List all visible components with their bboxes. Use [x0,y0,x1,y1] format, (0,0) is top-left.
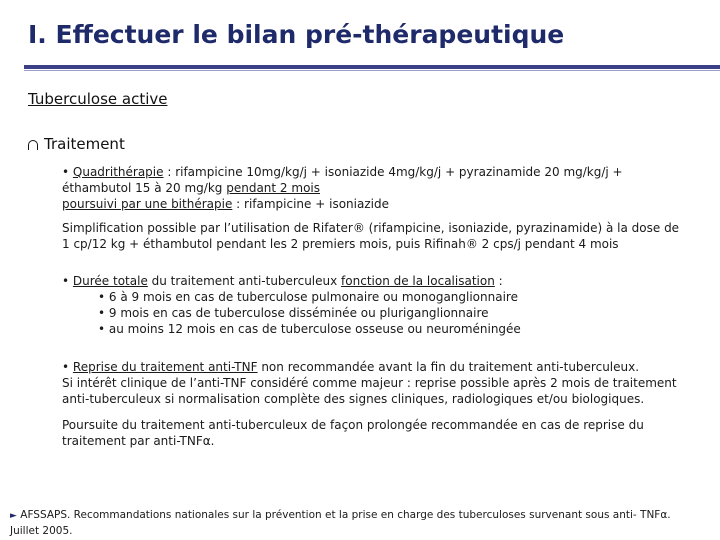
reference-note [10,508,710,539]
total-duration-label: Durée totale [72,274,148,288]
continuation-line: traitement par anti-TNFα. [62,434,215,448]
anti-tnf-line: anti-tuberculeux si normalisation complète des signes cliniques, radiologiques et/ou biologiques. [62,392,645,406]
duration-text: du traitement anti-tuberculeux [147,274,342,288]
quadritherapy-paragraph [62,164,702,212]
duration-text: pendant 2 mois [226,181,321,195]
title-divider-thin [24,70,720,71]
anti-tnf-label: Reprise du traitement anti-TNF [72,360,258,374]
list-item: • 6 à 9 mois en cas de tuberculose pulmonaire ou monoganglionnaire [98,290,518,304]
anti-tnf-line: Si intérêt clinique de l’anti-TNF considéré comme majeur : reprise possible après 2 mois de traitement [62,376,677,390]
section-heading: Tuberculose active [28,90,168,108]
bullet: • [62,274,70,288]
simplification-line: Simplification possible par l’utilisation de Rifater® (rifampicine, isoniazide, pyrazinamide) à la dose de [62,221,680,235]
list-item: • au moins 12 mois en cas de tuberculose osseuse ou neuroméningée [98,322,521,336]
hollow-bullet-icon [28,140,38,150]
treatment-heading-label: Traitement [44,135,125,153]
quadritherapy-label: Quadrithérapie [72,165,164,179]
list-item: • 9 mois en cas de tuberculose disséminée ou pluriganglionnaire [98,306,489,320]
continuation-paragraph [62,417,702,449]
colon: : [494,274,503,288]
bullet: • [62,360,70,374]
simplification-line: 1 cp/12 kg + éthambutol pendant les 2 premiers mois, puis Rifinah® 2 cps/j pendant 4 mois [62,237,619,251]
anti-tnf-text: non recommandée avant la fin du traitement anti-tuberculeux. [257,360,640,374]
bitherapy-label: poursuivi par une bithérapie [62,197,233,211]
bitherapy-text: : rifampicine + isoniazide [232,197,389,211]
page-title: I. Effectuer le bilan pré-thérapeutique [28,20,565,49]
treatment-heading [28,135,125,153]
simplification-paragraph [62,220,702,252]
ethambutol-text: éthambutol 15 à 20 mg/kg [62,181,227,195]
reference-line: AFSSAPS. Recommandations nationales sur la prévention et la prise en charge des tuberculoses survenant sous anti- TNFα. [16,509,671,521]
triangle-pointer-icon: ► [10,511,17,521]
bullet: • [62,165,70,179]
anti-tnf-paragraph [62,359,702,407]
localisation-label: fonction de la localisation [341,274,495,288]
reference-date: Juillet 2005. [10,525,73,537]
duration-paragraph [62,273,702,337]
quadritherapy-text: : rifampicine 10mg/kg/j + isoniazide 4mg/kg/j + pyrazinamide 20 mg/kg/j + [163,165,623,179]
title-divider [24,65,720,69]
continuation-line: Poursuite du traitement anti-tuberculeux de façon prolongée recommandée en cas de reprise du [62,418,644,432]
